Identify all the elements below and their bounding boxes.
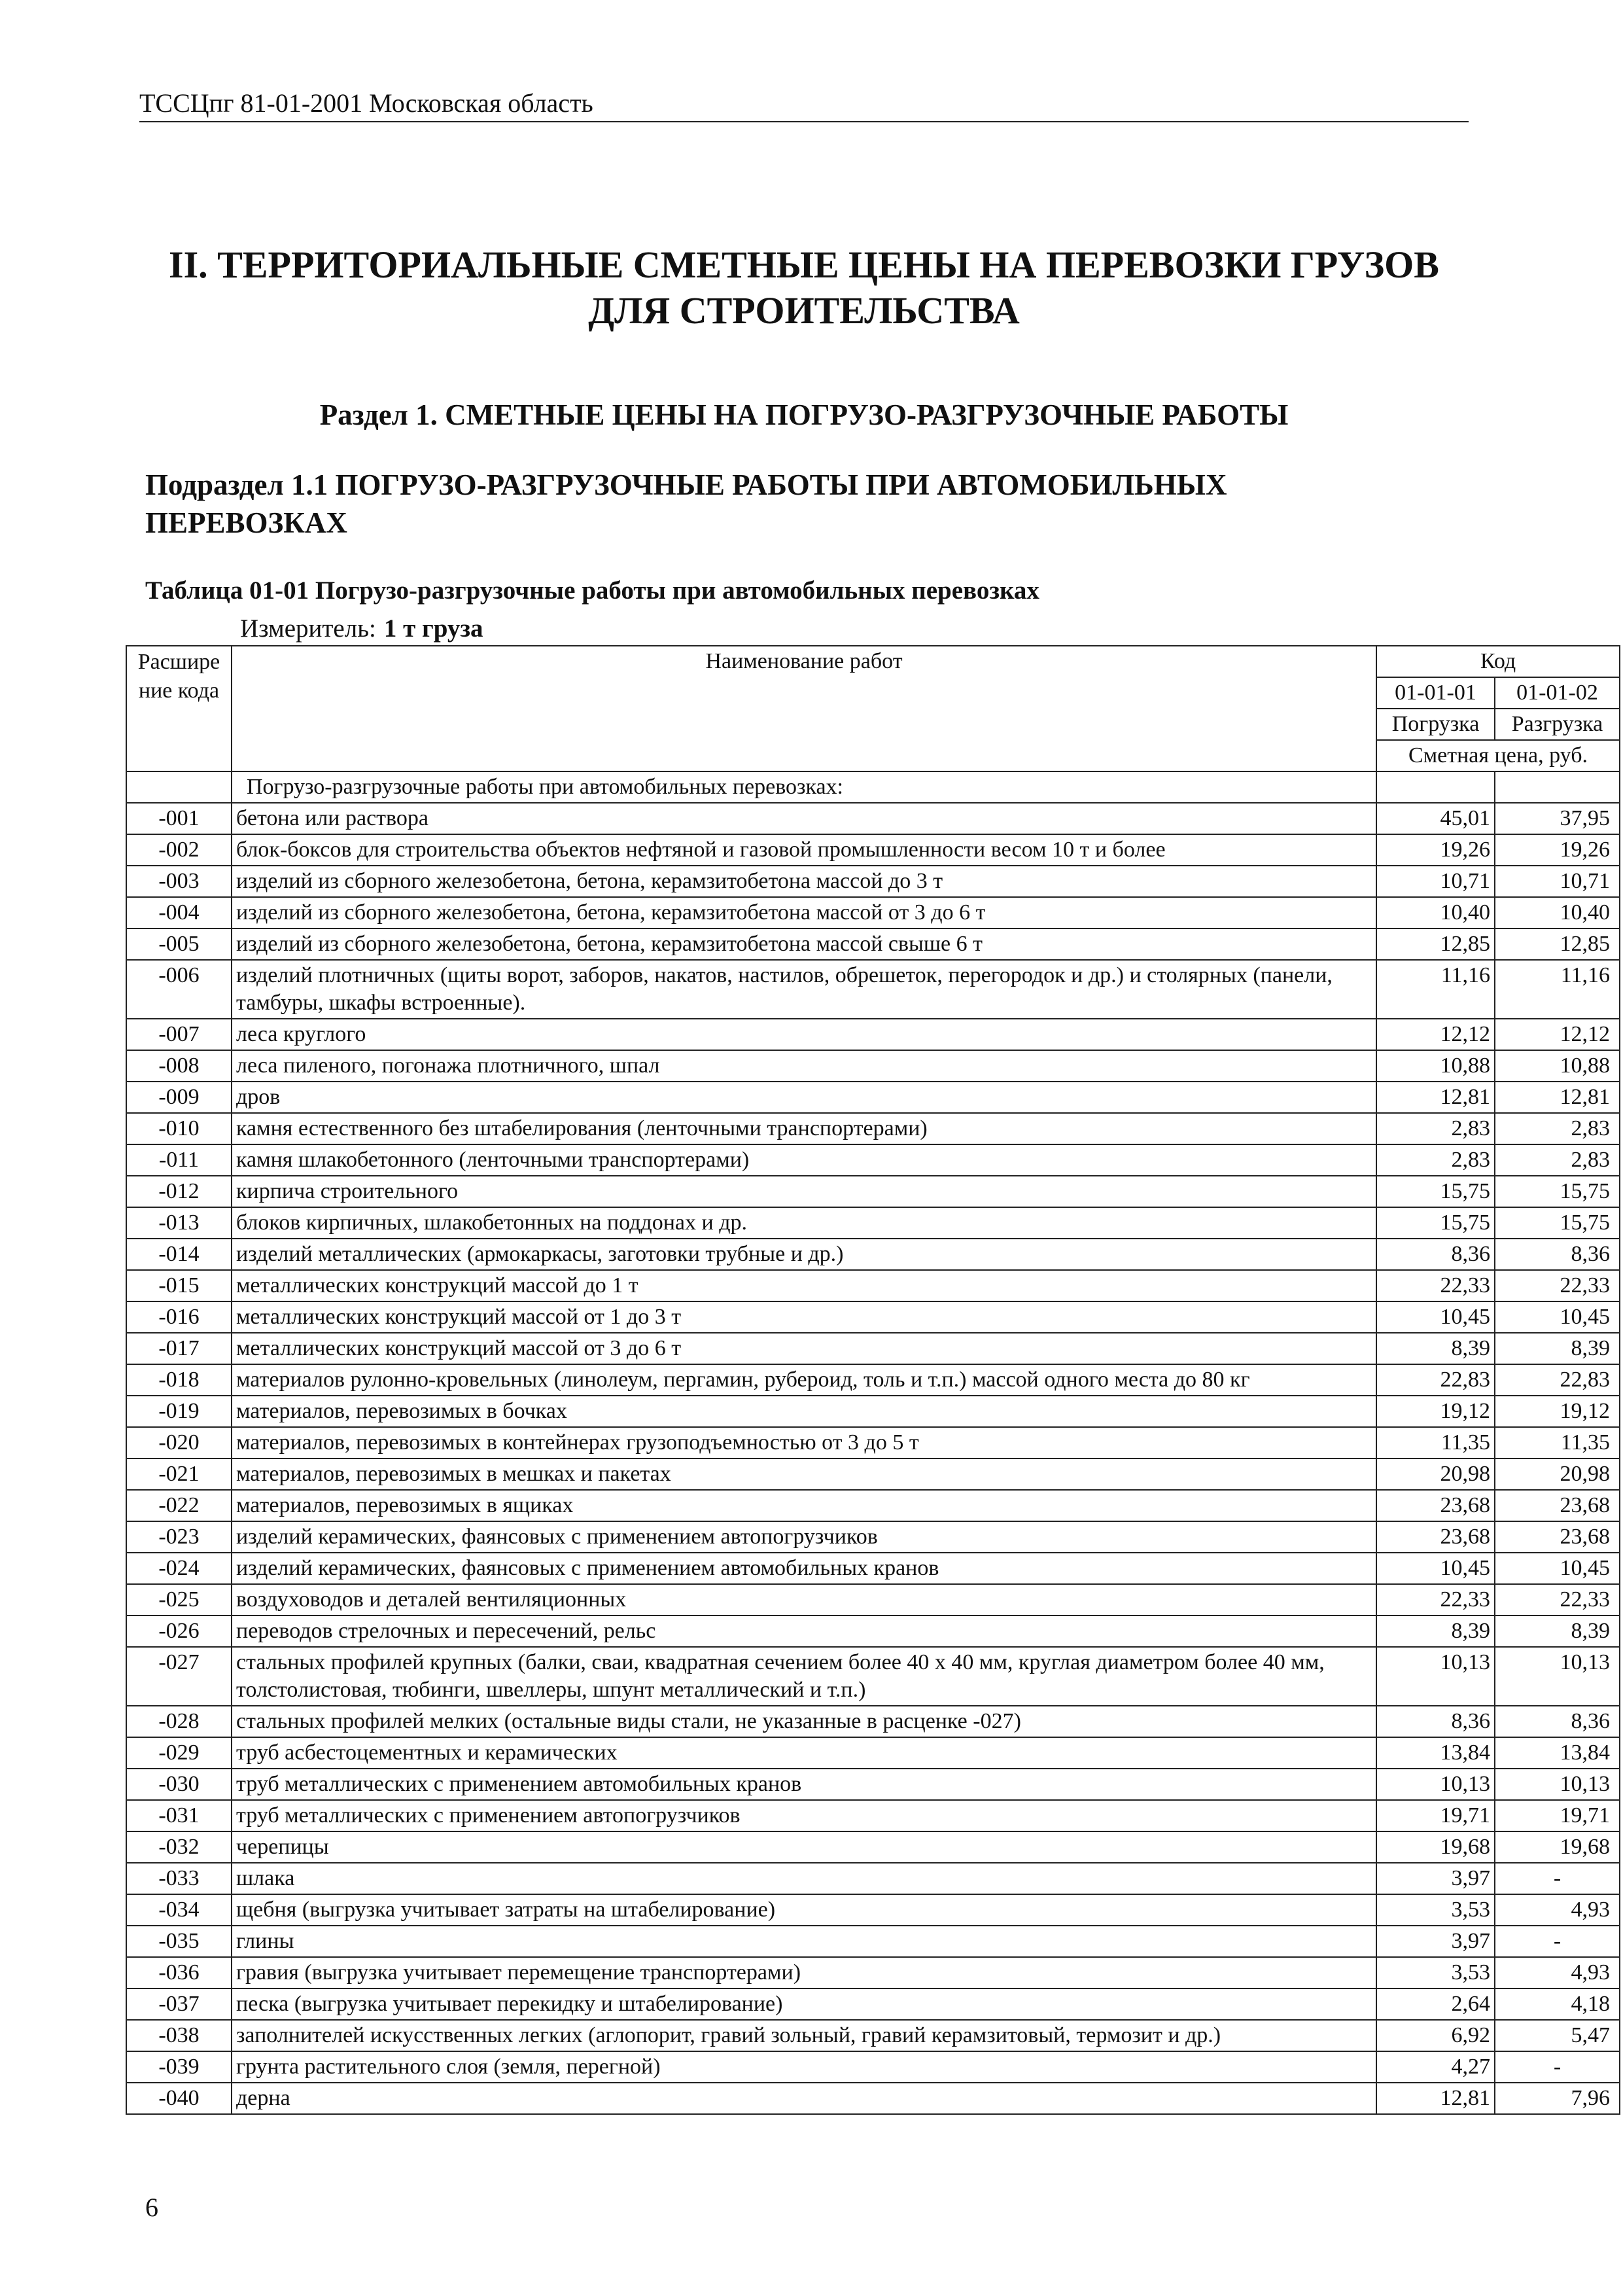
table-row xyxy=(126,1769,1620,1800)
row-unload-price: 19,68 xyxy=(1495,1831,1620,1863)
row-name: дерна xyxy=(232,2083,1376,2114)
row-code: -008 xyxy=(126,1050,232,1082)
measure-line xyxy=(240,612,483,645)
subsection-title: Подраздел 1.1 ПОГРУЗО-РАЗГРУЗОЧНЫЕ РАБОТЫ ПРИ АВТОМОБИЛЬНЫХ ПЕРЕВОЗКАХ xyxy=(145,468,1227,539)
row-unload-price: - xyxy=(1495,1926,1620,1957)
row-unload-price: 5,47 xyxy=(1495,2020,1620,2051)
row-code: -031 xyxy=(126,1800,232,1831)
row-name: изделий из сборного железобетона, бетона, керамзитобетона массой свыше 6 т xyxy=(232,928,1376,960)
table-row xyxy=(126,897,1620,928)
row-load-price: 15,75 xyxy=(1376,1176,1495,1207)
row-load-price: 12,12 xyxy=(1376,1019,1495,1050)
row-load-price: 8,39 xyxy=(1376,1333,1495,1364)
table-row xyxy=(126,866,1620,897)
row-name: переводов стрелочных и пересечений, рельс xyxy=(232,1616,1376,1647)
row-name: стальных профилей крупных (балки, сваи, квадратная сечением более 40 х 40 мм, круглая диаметром более 40 мм, толстолистовая, тюбинги, швеллеры, шпунт металлический и т.п.) xyxy=(232,1647,1376,1706)
table-row xyxy=(126,1396,1620,1427)
row-load-price: 8,36 xyxy=(1376,1706,1495,1737)
row-name: дров xyxy=(232,1082,1376,1113)
row-name: материалов, перевозимых в контейнерах грузоподъемностью от 3 до 5 т xyxy=(232,1427,1376,1458)
row-unload-price: 15,75 xyxy=(1495,1207,1620,1239)
row-name: кирпича строительного xyxy=(232,1176,1376,1207)
row-code: -032 xyxy=(126,1831,232,1863)
row-load-price: 10,88 xyxy=(1376,1050,1495,1082)
row-name: воздуховодов и деталей вентиляционных xyxy=(232,1584,1376,1616)
row-code: -020 xyxy=(126,1427,232,1458)
row-unload-price: 2,83 xyxy=(1495,1144,1620,1176)
row-unload-price: 4,93 xyxy=(1495,1957,1620,1988)
table-row xyxy=(126,1737,1620,1769)
table-row xyxy=(126,803,1620,834)
row-unload-price: 37,95 xyxy=(1495,803,1620,834)
row-unload-price: 23,68 xyxy=(1495,1490,1620,1521)
row-unload-price: 7,96 xyxy=(1495,2083,1620,2114)
table-row xyxy=(126,960,1620,1019)
row-name: грунта растительного слоя (земля, перегной) xyxy=(232,2051,1376,2083)
row-unload-price: 8,36 xyxy=(1495,1239,1620,1270)
row-code: -026 xyxy=(126,1616,232,1647)
row-name: песка (выгрузка учитывает перекидку и штабелирование) xyxy=(232,1988,1376,2020)
row-load-price: 3,97 xyxy=(1376,1863,1495,1894)
row-name: материалов, перевозимых в ящиках xyxy=(232,1490,1376,1521)
row-code: -019 xyxy=(126,1396,232,1427)
row-code: -015 xyxy=(126,1270,232,1301)
row-name: металлических конструкций массой от 1 до 3 т xyxy=(232,1301,1376,1333)
row-unload-price: 19,26 xyxy=(1495,834,1620,866)
table-row xyxy=(126,1831,1620,1863)
row-unload-price: 20,98 xyxy=(1495,1458,1620,1490)
row-name: гравия (выгрузка учитывает перемещение транспортерами) xyxy=(232,1957,1376,1988)
row-code: -036 xyxy=(126,1957,232,1988)
table-row xyxy=(126,1333,1620,1364)
table-row xyxy=(126,2083,1620,2114)
row-unload-price: 2,83 xyxy=(1495,1113,1620,1144)
row-load-price: 20,98 xyxy=(1376,1458,1495,1490)
row-load-price: 23,68 xyxy=(1376,1521,1495,1553)
header-code-unload: 01-01-02 xyxy=(1495,677,1620,709)
row-load-price: 45,01 xyxy=(1376,803,1495,834)
row-unload-price: 10,13 xyxy=(1495,1769,1620,1800)
row-name: материалов рулонно-кровельных (линолеум, пергамин, рубероид, толь и т.п.) массой одного места до 80 кг xyxy=(232,1364,1376,1396)
table-row xyxy=(126,1113,1620,1144)
row-load-price: 8,36 xyxy=(1376,1239,1495,1270)
row-load-price: 10,45 xyxy=(1376,1553,1495,1584)
table-row xyxy=(126,1176,1620,1207)
table-row xyxy=(126,1988,1620,2020)
group-title: Погрузо-разгрузочные работы при автомобильных перевозках: xyxy=(232,771,1376,803)
table-row xyxy=(126,1894,1620,1926)
row-unload-price: 8,39 xyxy=(1495,1333,1620,1364)
row-load-price: 8,39 xyxy=(1376,1616,1495,1647)
row-code: -033 xyxy=(126,1863,232,1894)
row-code: -028 xyxy=(126,1706,232,1737)
table-row xyxy=(126,1270,1620,1301)
table-row xyxy=(126,928,1620,960)
row-name: изделий из сборного железобетона, бетона, керамзитобетона массой от 3 до 6 т xyxy=(232,897,1376,928)
row-name: труб металлических с применением автомобильных кранов xyxy=(232,1769,1376,1800)
rates-table-body xyxy=(126,646,1620,2114)
row-unload-price: 10,40 xyxy=(1495,897,1620,928)
header-code: Код xyxy=(1376,646,1620,677)
table-row xyxy=(126,1364,1620,1396)
row-name: камня шлакобетонного (ленточными транспортерами) xyxy=(232,1144,1376,1176)
row-code: -014 xyxy=(126,1239,232,1270)
table-row xyxy=(126,1957,1620,1988)
row-name: глины xyxy=(232,1926,1376,1957)
row-code: -016 xyxy=(126,1301,232,1333)
row-code: -003 xyxy=(126,866,232,897)
row-code: -002 xyxy=(126,834,232,866)
row-load-price: 2,83 xyxy=(1376,1113,1495,1144)
row-name: заполнителей искусственных легких (аглопорит, гравий зольный, гравий керамзитовый, термозит и др.) xyxy=(232,2020,1376,2051)
row-unload-price: - xyxy=(1495,1863,1620,1894)
table-row xyxy=(126,1082,1620,1113)
row-name: щебня (выгрузка учитывает затраты на штабелирование) xyxy=(232,1894,1376,1926)
row-load-price: 23,68 xyxy=(1376,1490,1495,1521)
row-code: -005 xyxy=(126,928,232,960)
row-code: -038 xyxy=(126,2020,232,2051)
row-load-price: 3,53 xyxy=(1376,1894,1495,1926)
row-name: изделий плотничных (щиты ворот, заборов, накатов, настилов, обрешеток, перегородок и др.) и столярных (панели, тамбуры, шкафы встроенные). xyxy=(232,960,1376,1019)
row-load-price: 10,13 xyxy=(1376,1647,1495,1706)
table-row xyxy=(126,1239,1620,1270)
row-load-price: 22,33 xyxy=(1376,1270,1495,1301)
row-load-price: 22,33 xyxy=(1376,1584,1495,1616)
row-code: -001 xyxy=(126,803,232,834)
row-code: -011 xyxy=(126,1144,232,1176)
row-name: изделий керамических, фаянсовых с применением автомобильных кранов xyxy=(232,1553,1376,1584)
row-code: -021 xyxy=(126,1458,232,1490)
row-name: труб асбестоцементных и керамических xyxy=(232,1737,1376,1769)
row-unload-price: 4,93 xyxy=(1495,1894,1620,1926)
measure-label: Измеритель: xyxy=(240,614,376,643)
row-unload-price: 22,83 xyxy=(1495,1364,1620,1396)
row-code: -007 xyxy=(126,1019,232,1050)
table-row xyxy=(126,1050,1620,1082)
row-unload-price: 11,35 xyxy=(1495,1427,1620,1458)
row-code: -013 xyxy=(126,1207,232,1239)
row-load-price: 2,83 xyxy=(1376,1144,1495,1176)
row-load-price: 6,92 xyxy=(1376,2020,1495,2051)
main-title-line1: II. ТЕРРИТОРИАЛЬНЫЕ СМЕТНЫЕ ЦЕНЫ НА ПЕРЕВОЗКИ ГРУЗОВ xyxy=(169,243,1439,286)
row-name: металлических конструкций массой до 1 т xyxy=(232,1270,1376,1301)
row-load-price: 3,53 xyxy=(1376,1957,1495,1988)
row-unload-price: 10,71 xyxy=(1495,866,1620,897)
row-unload-price: 12,81 xyxy=(1495,1082,1620,1113)
row-load-price: 13,84 xyxy=(1376,1737,1495,1769)
table-row xyxy=(126,1207,1620,1239)
header-code-load: 01-01-01 xyxy=(1376,677,1495,709)
table-row xyxy=(126,1458,1620,1490)
row-load-price: 12,85 xyxy=(1376,928,1495,960)
row-load-price: 12,81 xyxy=(1376,2083,1495,2114)
row-unload-price: 19,71 xyxy=(1495,1800,1620,1831)
header-unload: Разгрузка xyxy=(1495,709,1620,740)
table-row xyxy=(126,1553,1620,1584)
row-unload-price: - xyxy=(1495,2051,1620,2083)
row-load-price: 22,83 xyxy=(1376,1364,1495,1396)
row-code: -006 xyxy=(126,960,232,1019)
row-code: -034 xyxy=(126,1894,232,1926)
row-load-price: 10,71 xyxy=(1376,866,1495,897)
table-row xyxy=(126,1301,1620,1333)
row-name: блок-боксов для строительства объектов нефтяной и газовой промышленности весом 10 т и более xyxy=(232,834,1376,866)
row-name: материалов, перевозимых в мешках и пакетах xyxy=(232,1458,1376,1490)
row-unload-price: 22,33 xyxy=(1495,1584,1620,1616)
row-load-price: 10,45 xyxy=(1376,1301,1495,1333)
table-row xyxy=(126,2020,1620,2051)
row-name: черепицы xyxy=(232,1831,1376,1863)
row-code: -029 xyxy=(126,1737,232,1769)
row-load-price: 2,64 xyxy=(1376,1988,1495,2020)
row-load-price: 11,35 xyxy=(1376,1427,1495,1458)
row-name: леса круглого xyxy=(232,1019,1376,1050)
table-row xyxy=(126,1926,1620,1957)
main-title-line2: ДЛЯ СТРОИТЕЛЬСТВА xyxy=(588,289,1020,332)
row-name: изделий металлических (армокаркасы, заготовки трубные и др.) xyxy=(232,1239,1376,1270)
page-number: 6 xyxy=(145,2193,158,2222)
table-row xyxy=(126,1647,1620,1706)
row-name: материалов, перевозимых в бочках xyxy=(232,1396,1376,1427)
row-code: -037 xyxy=(126,1988,232,2020)
row-code: -025 xyxy=(126,1584,232,1616)
table-row xyxy=(126,1584,1620,1616)
row-load-price: 19,12 xyxy=(1376,1396,1495,1427)
row-unload-price: 10,45 xyxy=(1495,1301,1620,1333)
row-name: металлических конструкций массой от 3 до 6 т xyxy=(232,1333,1376,1364)
table-row xyxy=(126,2051,1620,2083)
row-code: -040 xyxy=(126,2083,232,2114)
row-unload-price: 11,16 xyxy=(1495,960,1620,1019)
row-unload-price: 12,12 xyxy=(1495,1019,1620,1050)
row-unload-price: 8,36 xyxy=(1495,1706,1620,1737)
row-name: камня естественного без штабелирования (ленточными транспортерами) xyxy=(232,1113,1376,1144)
row-unload-price: 12,85 xyxy=(1495,928,1620,960)
row-unload-price: 13,84 xyxy=(1495,1737,1620,1769)
row-load-price: 10,13 xyxy=(1376,1769,1495,1800)
table-row xyxy=(126,1521,1620,1553)
row-unload-price: 8,39 xyxy=(1495,1616,1620,1647)
row-load-price: 19,68 xyxy=(1376,1831,1495,1863)
row-code: -009 xyxy=(126,1082,232,1113)
measure-value: 1 т груза xyxy=(383,614,483,643)
row-name: труб металлических с применением автопогрузчиков xyxy=(232,1800,1376,1831)
table-row xyxy=(126,1863,1620,1894)
row-code: -039 xyxy=(126,2051,232,2083)
table-row xyxy=(126,834,1620,866)
row-code: -024 xyxy=(126,1553,232,1584)
row-load-price: 3,97 xyxy=(1376,1926,1495,1957)
row-name: леса пиленого, погонажа плотничного, шпал xyxy=(232,1050,1376,1082)
table-row xyxy=(126,1144,1620,1176)
row-unload-price: 15,75 xyxy=(1495,1176,1620,1207)
header-row-1 xyxy=(126,646,1620,677)
rates-table xyxy=(126,645,1620,2115)
row-load-price: 12,81 xyxy=(1376,1082,1495,1113)
table-row xyxy=(126,1800,1620,1831)
row-code: -017 xyxy=(126,1333,232,1364)
header-work-name: Наименование работ xyxy=(232,646,1376,771)
row-name: стальных профилей мелких (остальные виды стали, не указанные в расценке -027) xyxy=(232,1706,1376,1737)
row-code: -004 xyxy=(126,897,232,928)
table-row xyxy=(126,1616,1620,1647)
row-code: -010 xyxy=(126,1113,232,1144)
table-row xyxy=(126,1019,1620,1050)
row-code: -012 xyxy=(126,1176,232,1207)
table-row xyxy=(126,1427,1620,1458)
header-price: Сметная цена, руб. xyxy=(1376,740,1620,771)
running-header: ТССЦпг 81-01-2001 Московская область xyxy=(139,88,593,118)
section-title: Раздел 1. СМЕТНЫЕ ЦЕНЫ НА ПОГРУЗО-РАЗГРУЗОЧНЫЕ РАБОТЫ xyxy=(319,398,1289,431)
row-load-price: 11,16 xyxy=(1376,960,1495,1019)
header-rule xyxy=(139,121,1469,122)
row-unload-price: 4,18 xyxy=(1495,1988,1620,2020)
row-unload-price: 22,33 xyxy=(1495,1270,1620,1301)
row-unload-price: 19,12 xyxy=(1495,1396,1620,1427)
row-load-price: 4,27 xyxy=(1376,2051,1495,2083)
group-load-cell xyxy=(1376,771,1495,803)
row-load-price: 19,26 xyxy=(1376,834,1495,866)
header-code-ext: Расшире ние кода xyxy=(126,646,232,771)
row-unload-price: 10,45 xyxy=(1495,1553,1620,1584)
row-code: -023 xyxy=(126,1521,232,1553)
row-name: блоков кирпичных, шлакобетонных на поддонах и др. xyxy=(232,1207,1376,1239)
row-name: шлака xyxy=(232,1863,1376,1894)
main-title xyxy=(139,242,1469,334)
row-unload-price: 10,13 xyxy=(1495,1647,1620,1706)
group-row xyxy=(126,771,1620,803)
row-name: изделий из сборного железобетона, бетона, керамзитобетона массой до 3 т xyxy=(232,866,1376,897)
group-code-cell xyxy=(126,771,232,803)
row-code: -018 xyxy=(126,1364,232,1396)
header-load: Погрузка xyxy=(1376,709,1495,740)
row-code: -027 xyxy=(126,1647,232,1706)
group-unload-cell xyxy=(1495,771,1620,803)
row-unload-price: 10,88 xyxy=(1495,1050,1620,1082)
row-load-price: 10,40 xyxy=(1376,897,1495,928)
row-code: -022 xyxy=(126,1490,232,1521)
table-row xyxy=(126,1490,1620,1521)
row-unload-price: 23,68 xyxy=(1495,1521,1620,1553)
row-name: бетона или раствора xyxy=(232,803,1376,834)
row-code: -030 xyxy=(126,1769,232,1800)
table-caption: Таблица 01-01 Погрузо-разгрузочные работы при автомобильных перевозках xyxy=(145,576,1039,605)
row-load-price: 15,75 xyxy=(1376,1207,1495,1239)
row-name: изделий керамических, фаянсовых с применением автопогрузчиков xyxy=(232,1521,1376,1553)
row-code: -035 xyxy=(126,1926,232,1957)
table-row xyxy=(126,1706,1620,1737)
row-load-price: 19,71 xyxy=(1376,1800,1495,1831)
